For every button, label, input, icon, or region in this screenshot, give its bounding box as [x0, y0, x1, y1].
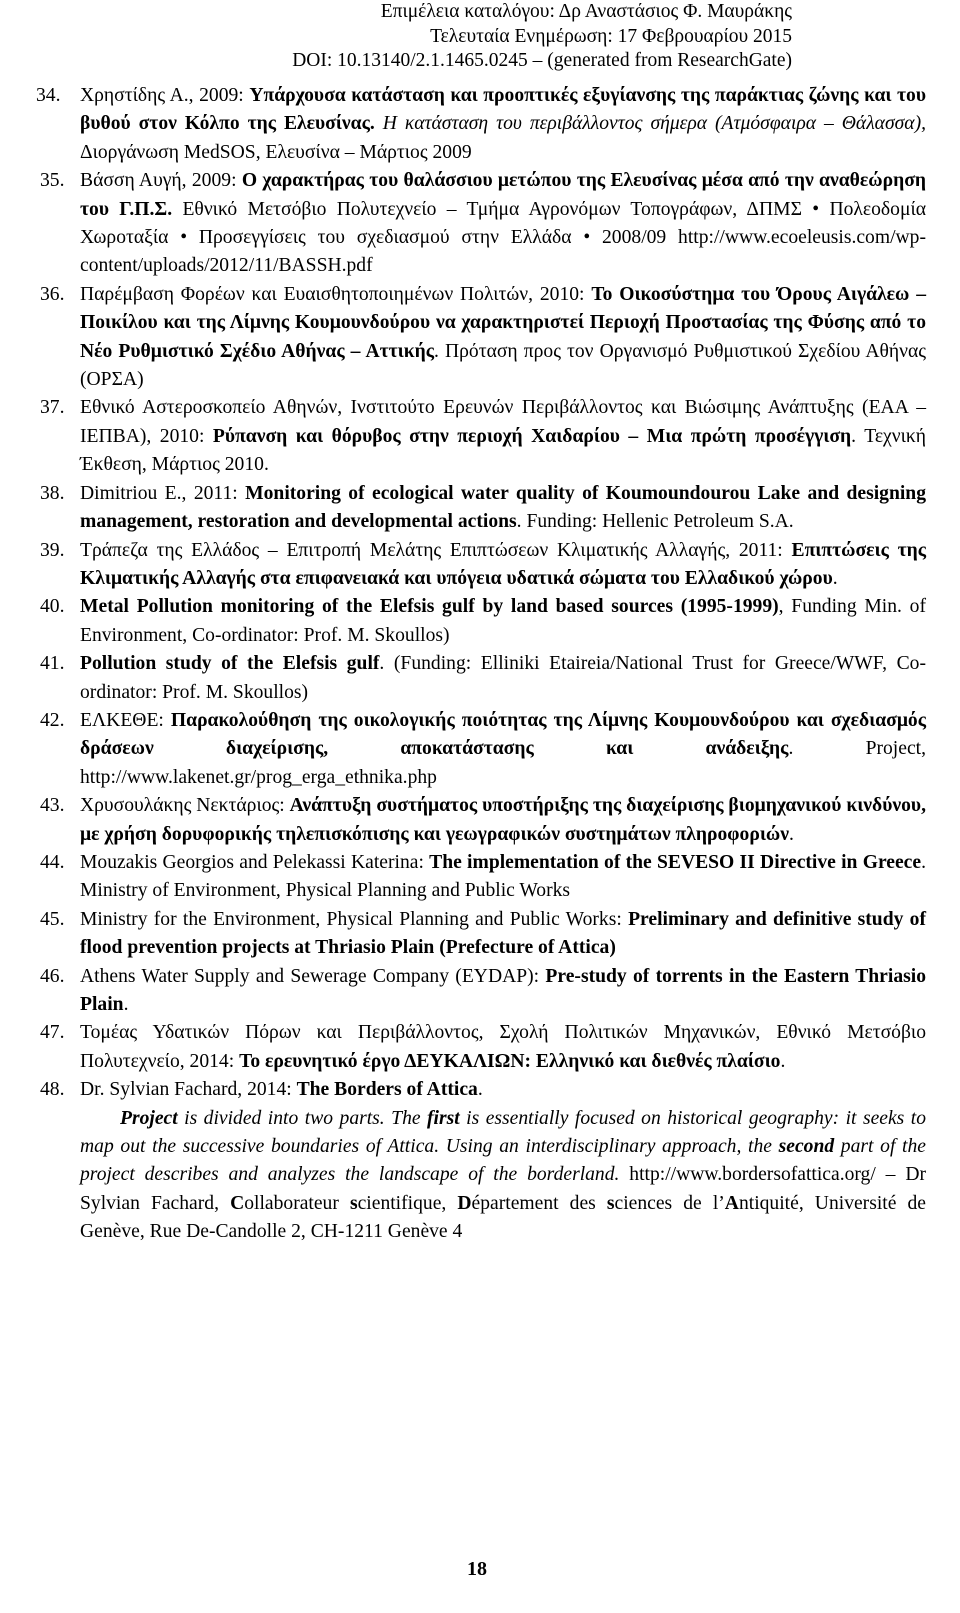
reference-details: Εθνικό Μετσόβιο Πολυτεχνείο – Τμήμα Αγρονόμων Τοπογράφων, ΔΠΜΣ • Πολεοδομία Χωροταξία • Προσεγγίσεις του σχεδιασμού στην Ελλάδα • 2008/09 http://www.ecoeleusis.com/wp-content/uploads/2012/11/BASSH.pdf [80, 198, 926, 277]
reference-title: Ανάπτυξη συστήματος υποστήριξης της διαχείρισης βιομηχανικού κινδύνου, με χρήση δορυφορικής τηλεπισκόπισης και γεωγραφικών συστημάτων πληροφοριών [80, 795, 926, 845]
reference-number: 34. [36, 85, 61, 106]
affiliation-text: épartement des [471, 1192, 607, 1214]
reference-authors: ΕΛΚΕΘΕ: [80, 709, 171, 731]
reference-number: 40. [40, 596, 65, 618]
reference-item-39 [40, 537, 926, 594]
page-number: 18 [467, 1558, 487, 1580]
reference-item-43 [40, 792, 926, 849]
reference-authors: Βάσση Αυγή, 2009: [80, 170, 242, 192]
reference-details: . Τεχνική Έκθεση, Μάρτιος 2010. [80, 425, 926, 476]
reference-title: Παρακολούθηση της οικολογικής ποιότητας της Λίμνης Κουμουνδούρου και σχεδιασμός δράσεων διαχείρισης, αποκατάστασης και ανάδειξης [80, 709, 926, 760]
reference-authors: Εθνικό Αστεροσκοπείο Αθηνών, Ινστιτούτο Ερευνών Περιβάλλοντος και Βιώσιμης Ανάπτυξης (ΕΑΑ – ΙΕΠΒΑ), 2010: [80, 397, 926, 447]
reference-number: 36. [40, 283, 65, 305]
reference-item-46 [40, 963, 926, 1020]
abstract-keyword: second [778, 1136, 835, 1158]
abstract-text: is divided into two parts. The [177, 1107, 428, 1129]
reference-title: Pre-study of torrents in the Eastern Thriasio Plain [80, 965, 926, 1015]
reference-authors: Παρέμβαση Φορέων και Ευαισθητοποιημένων Πολιτών, 2010: [80, 283, 592, 305]
affiliation-text: ollaborateur [244, 1192, 350, 1214]
reference-number: 42. [40, 709, 65, 731]
affiliation-initial: D [457, 1192, 472, 1214]
abstract-keyword: Project [120, 1107, 178, 1129]
abstract-source: http://www.bordersofattica.org/ – Dr Sylvian Fachard, [80, 1164, 926, 1214]
affiliation-text: cientifique, [357, 1192, 458, 1214]
reference-number: 38. [40, 482, 65, 504]
reference-number: 46. [40, 965, 65, 987]
reference-title: Monitoring of ecological water quality of Koumoundourou Lake and designing management, restoration and developmental actions [80, 482, 926, 533]
reference-title: Ο χαρακτήρας του θαλάσσιου μετώπου της Ελευσίνας μέσα από την αναθεώρηση του Γ.Π.Σ. [80, 170, 927, 220]
reference-title: Ρύπανση και θόρυβος στην περιοχή Χαιδαρίου – Μια πρώτη προσέγγιση [212, 425, 852, 447]
reference-title: The implementation of the SEVESO II Directive in Greece [429, 851, 922, 873]
reference-authors: Τράπεζα της Ελλάδος – Επιτροπή Μελάτης Επιπτώσεων Κλιματικής Αλλαγής, 2011: [80, 539, 792, 561]
reference-authors: Χρηστίδης Α., 2009: [80, 85, 250, 106]
reference-authors: Athens Water Supply and Sewerage Company (EYDAP): [80, 965, 546, 987]
reference-item-45 [40, 906, 926, 963]
reference-authors: Χρυσουλάκης Νεκτάριος: [80, 795, 290, 817]
header-editor-line: Επιμέλεια καταλόγου: Δρ Αναστάσιος Φ. Μαυράκης [380, 1, 792, 22]
reference-title: Preliminary and definitive study of flood prevention projects at Thriasio Plain (Prefecture of Attica) [80, 908, 926, 959]
reference-number: 35. [40, 170, 65, 192]
reference-authors: Dr. Sylvian Fachard, 2014: [80, 1079, 297, 1101]
reference-details: . Ministry of Environment, Physical Planning and Public Works [80, 851, 926, 902]
reference-item-38 [40, 480, 926, 537]
abstract-keyword: first [427, 1107, 460, 1129]
header-updated-line: Τελευταία Ενημέρωση: 17 Φεβρουαρίου 2015 [430, 25, 792, 47]
affiliation-initial: C [230, 1192, 245, 1214]
reference-number: 41. [40, 653, 65, 675]
reference-item-40 [40, 593, 926, 650]
reference-details: . (Funding: Elliniki Etaireia/National Trust for Greece/WWF, Co-ordinator: Prof. M. Skoullos) [80, 653, 926, 703]
reference-number: 47. [40, 1022, 65, 1044]
reference-list [36, 82, 927, 1247]
affiliation-initial: s [349, 1192, 358, 1214]
reference-item-34 [36, 82, 927, 167]
reference-authors: Dimitriou E., 2011: [80, 482, 246, 504]
reference-details: . Project, http://www.lakenet.gr/prog_erga_ethnika.php [80, 738, 926, 788]
affiliation-initial: s [606, 1192, 615, 1214]
reference-number: 39. [40, 539, 65, 561]
reference-details: Διοργάνωση MedSOS, Ελευσίνα – Μάρτιος 2009 [80, 141, 472, 163]
reference-subtitle: Η κατάσταση του περιβάλλοντος σήμερα (Ατμόσφαιρα – Θάλασσα), [374, 113, 926, 135]
reference-authors: Τομέας Υδατικών Πόρων και Περιβάλλοντος, Σχολή Πολιτικών Μηχανικών, Εθνικό Μετσόβιο Πολυτεχνείο, 2014: [80, 1022, 926, 1072]
reference-title: Υπάρχουσα κατάσταση και προοπτικές εξυγίανσης της παράκτιας ζώνης και του βυθού στον Κόλπο της Ελευσίνας. [80, 85, 927, 135]
abstract-text: part of the project describes and analyzes the landscape of the borderland. [80, 1136, 926, 1186]
abstract-text: is essentially focused on historical geography: it seeks to map out the successive boundaries of Attica. Using an interdisciplinary approach, the [80, 1107, 926, 1158]
reference-item-42 [40, 707, 926, 792]
reference-title: Επιπτώσεις της Κλιματικής Αλλαγής στα επιφανειακά και υπόγεια υδατικά σώματα του Ελλαδικού χώρου [80, 539, 926, 589]
reference-item-48 [40, 1076, 926, 1104]
header-doi-line: DOI: 10.13140/2.1.1465.0245 – (generated from ResearchGate) [292, 50, 792, 71]
page-footer [0, 1558, 960, 1581]
reference-title: The Borders of Attica [296, 1079, 478, 1101]
reference-item-35 [40, 167, 926, 281]
reference-number: 45. [40, 908, 65, 930]
reference-48-abstract [40, 1105, 926, 1247]
reference-item-37 [40, 394, 926, 479]
reference-number: 48. [40, 1079, 65, 1101]
reference-authors: Mouzakis Georgios and Pelekassi Katerina: [80, 851, 430, 873]
reference-title: Metal Pollution monitoring of the Elefsis gulf by land based sources (1995-1999) [80, 596, 779, 618]
reference-details: , Funding Min. of Environment, Co-ordinator: Prof. M. Skoullos) [80, 596, 926, 646]
reference-details: . [788, 823, 794, 845]
affiliation-initial: A [724, 1192, 739, 1214]
reference-number: 37. [40, 397, 65, 419]
reference-details: . [477, 1079, 483, 1101]
page-header [0, 0, 960, 80]
reference-authors: Ministry for the Environment, Physical Planning and Public Works: [80, 908, 629, 930]
reference-item-41 [40, 650, 926, 707]
reference-item-36 [40, 281, 926, 395]
reference-title: Το ερευνητικό έργο ΔΕΥΚΑΛΙΩΝ: Ελληνικό και διεθνές πλαίσιο [239, 1050, 781, 1072]
reference-item-44 [40, 849, 926, 906]
reference-number: 44. [40, 851, 65, 873]
reference-title: Το Οικοσύστημα του Όρους Αιγάλεω – Ποικίλου και της Λίμνης Κουμουνδούρου να χαρακτηριστεί Περιοχή Προστασίας της Φύσης από το Νέο Ρυθμιστικό Σχέδιο Αθήνας – Αττικής [80, 283, 926, 362]
reference-details: . [123, 994, 129, 1015]
reference-item-47 [40, 1019, 926, 1076]
affiliation-text: ciences de l’ [614, 1192, 725, 1214]
reference-details: . Funding: Hellenic Petroleum S.A. [516, 511, 794, 533]
reference-title: Pollution study of the Elefsis gulf [80, 653, 380, 675]
reference-details: . [832, 567, 838, 589]
reference-details: . [780, 1050, 786, 1072]
reference-details: . Πρόταση προς τον Οργανισμό Ρυθμιστικού Σχεδίου Αθήνας (ΟΡΣΑ) [80, 340, 926, 391]
reference-number: 43. [40, 795, 65, 817]
affiliation-text: ntiquité, Université de Genève, Rue De-Candolle 2, CH-1211 Genève 4 [80, 1192, 926, 1243]
